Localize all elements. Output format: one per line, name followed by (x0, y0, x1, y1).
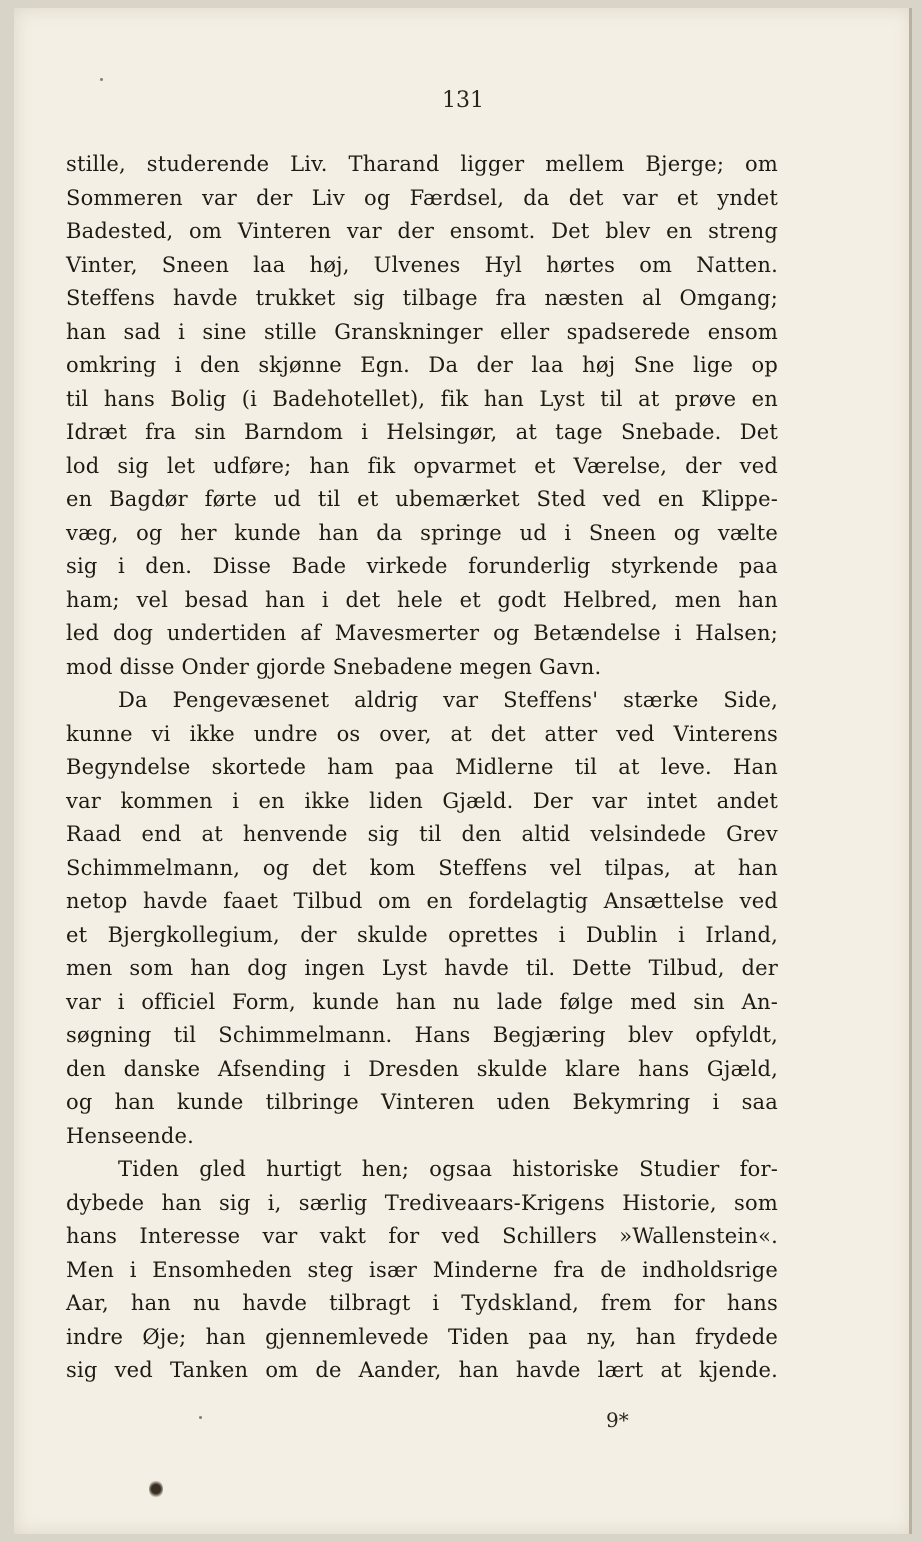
text-line: Badested, om Vinteren var der ensomt. Det blev en streng (66, 219, 778, 243)
text-line: var i officiel Form, kunde han nu lade følge med sin An- (66, 989, 778, 1014)
text-line: Schimmelmann, og det kom Steffens vel tilpas, at han (66, 855, 778, 880)
text-line: led dog undertiden af Mavesmerter og Betændelse i Halsen; (66, 621, 778, 645)
text-line: Henseende. (66, 1123, 194, 1148)
text-line: et Bjergkollegium, der skulde oprettes i Dublin i Irland, (66, 922, 778, 947)
text-line: Begyndelse skortede ham paa Midlerne til at leve. Han (66, 755, 778, 779)
text-line: Vinter, Sneen laa høj, Ulvenes Hyl hørtes om Natten. (66, 252, 778, 277)
text-line: hans Interesse var vakt for ved Schillers »Wallenstein«. (66, 1224, 778, 1248)
text-line: Tiden gled hurtigt hen; ogsaa historiske Studier for- (118, 1157, 778, 1181)
paper-speck (100, 78, 103, 81)
text-line: til hans Bolig (i Badehotellet), fik han Lyst til at prøve en (66, 386, 778, 411)
paper-speck (199, 1416, 202, 1419)
text-line: han sad i sine stille Granskninger eller spadserede ensom (66, 319, 778, 344)
text-line: Raad end at henvende sig til den altid velsindede Grev (66, 822, 778, 846)
text-line: kunne vi ikke undre os over, at det atter ved Vinterens (66, 721, 778, 746)
text-line: stille, studerende Liv. Tharand ligger mellem Bjerge; om (66, 152, 778, 176)
text-line: ham; vel besad han i det hele et godt Helbred, men han (66, 587, 778, 612)
text-line: men som han dog ingen Lyst havde til. Dette Tilbud, der (66, 956, 778, 980)
text-line: den danske Afsending i Dresden skulde klare hans Gjæld, (66, 1056, 778, 1081)
body-text (66, 148, 778, 1388)
text-line: Idræt fra sin Barndom i Helsingør, at tage Snebade. Det (66, 420, 778, 444)
text-line: sig ved Tanken om de Aander, han havde lært at kjende. (66, 1358, 778, 1382)
text-line: søgning til Schimmelmann. Hans Begjæring blev opfyldt, (66, 1023, 778, 1047)
text-line: Da Pengevæsenet aldrig var Steffens' stærke Side, (118, 688, 778, 712)
text-line: Sommeren var der Liv og Færdsel, da det var et yndet (66, 185, 778, 210)
text-line: lod sig let udføre; han fik opvarmet et Værelse, der ved (66, 453, 778, 478)
signature-mark: 9* (606, 1408, 629, 1432)
page-edge (909, 8, 912, 1534)
text-line: dybede han sig i, særlig Trediveaars-Krigens Historie, som (66, 1190, 778, 1215)
text-line: mod disse Onder gjorde Snebadene megen Gavn. (66, 654, 602, 679)
text-line: og han kunde tilbringe Vinteren uden Bekymring i saa (66, 1090, 778, 1114)
book-page (14, 8, 912, 1534)
text-line: Men i Ensomheden steg især Minderne fra de indholdsrige (66, 1257, 778, 1282)
text-line: Steffens havde trukket sig tilbage fra næsten al Omgang; (66, 286, 778, 310)
text-line: Aar, han nu havde tilbragt i Tydskland, frem for hans (66, 1291, 778, 1315)
text-line: væg, og her kunde han da springe ud i Sneen og vælte (66, 520, 778, 545)
text-line: en Bagdør førte ud til et ubemærket Sted ved en Klippe- (66, 487, 778, 511)
ink-smudge (149, 1480, 163, 1498)
text-line: indre Øje; han gjennemlevede Tiden paa ny, han frydede (66, 1324, 778, 1349)
text-line: sig i den. Disse Bade virkede forunderlig styrkende paa (66, 554, 778, 578)
text-line: netop havde faaet Tilbud om en fordelagtig Ansættelse ved (66, 889, 778, 913)
page-number: 131 (442, 88, 484, 113)
text-line: omkring i den skjønne Egn. Da der laa høj Sne lige op (66, 353, 778, 377)
text-line: var kommen i en ikke liden Gjæld. Der var intet andet (66, 788, 778, 813)
